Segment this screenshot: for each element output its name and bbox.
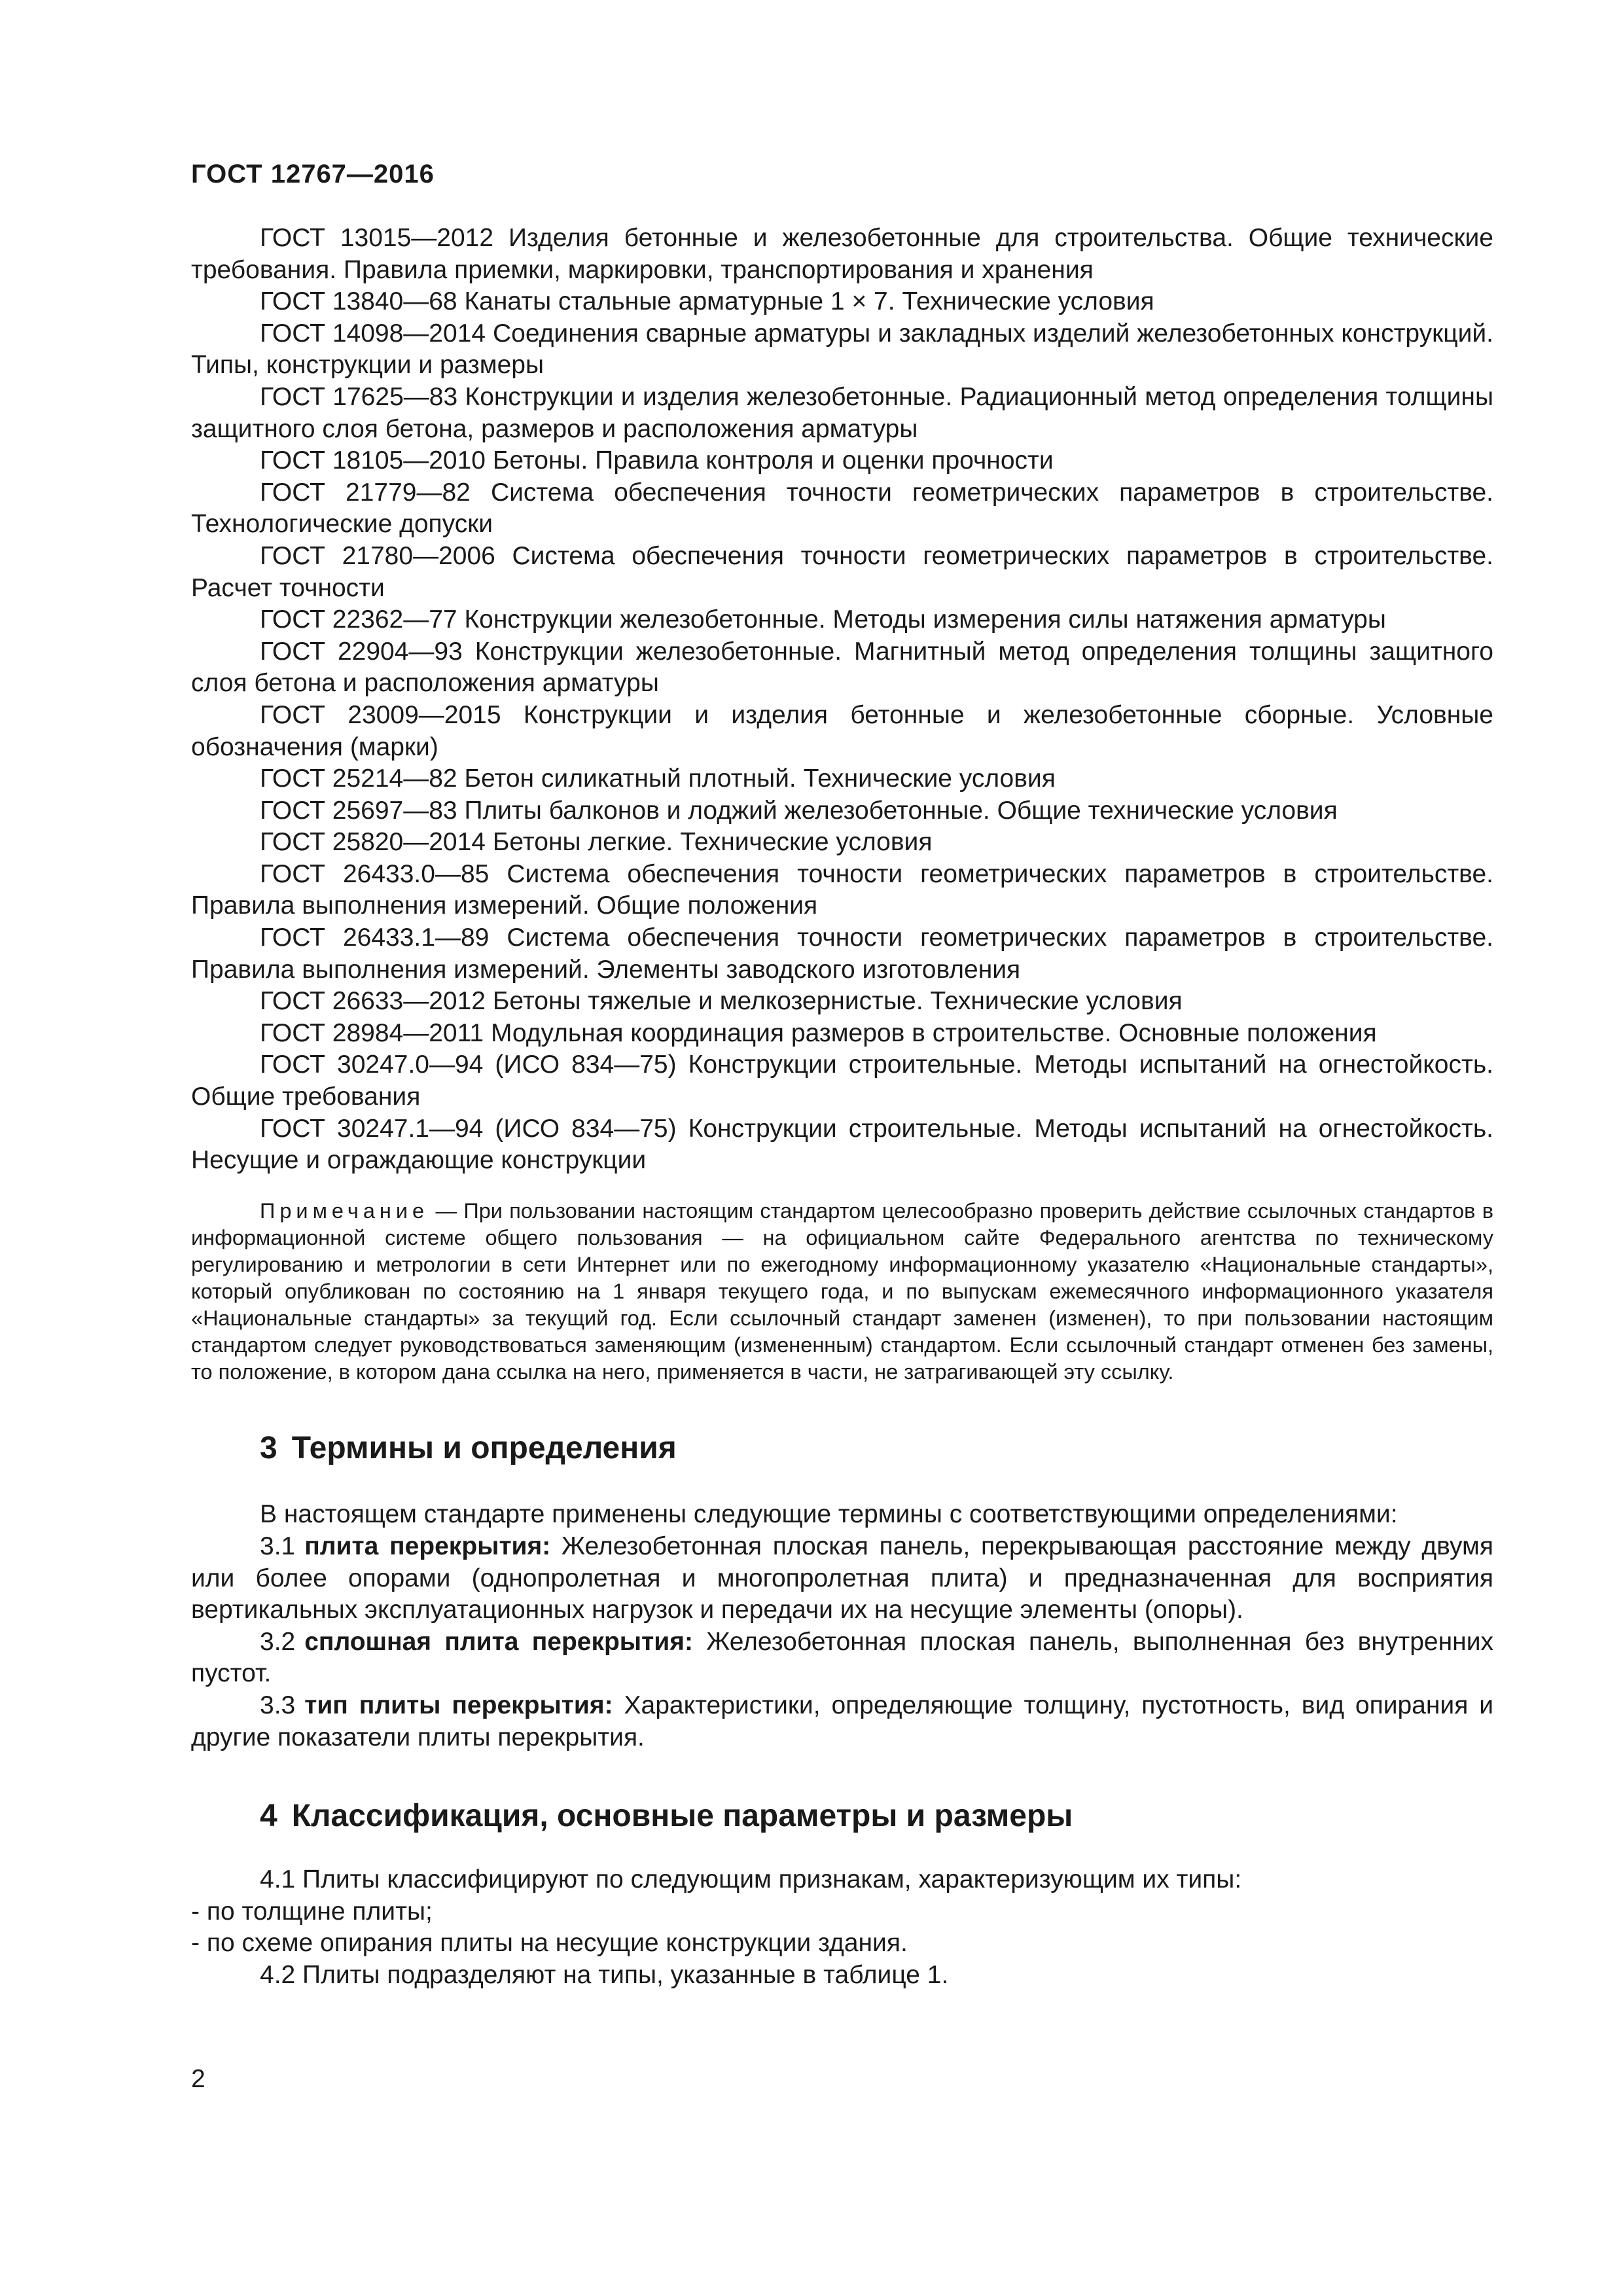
term-definition [191, 1531, 1493, 1626]
term-name: тип плиты перекрытия: [304, 1691, 613, 1720]
section-4-number: 4 [260, 1799, 277, 1834]
reference-item: ГОСТ 22904—93 Конструкции железобетонные. Магнитный метод определения толщины защитного слоя бетона и расположения арматуры [191, 637, 1493, 698]
term-definition [191, 1690, 1493, 1753]
reference-item: ГОСТ 21780—2006 Система обеспечения точности геометрических параметров в строительстве. Расчет точности [191, 541, 1493, 602]
section-3-body [191, 1499, 1493, 1753]
reference-item: ГОСТ 13015—2012 Изделия бетонные и железобетонные для строительства. Общие технические требования. Правила приемки, маркировки, транспортирования и хранения [191, 224, 1493, 284]
term-number: 3.3 [260, 1691, 296, 1720]
reference-item: ГОСТ 26633—2012 Бетоны тяжелые и мелкозернистые. Технические условия [260, 987, 1183, 1016]
term-definition [191, 1626, 1493, 1690]
reference-item: ГОСТ 25214—82 Бетон силикатный плотный. Технические условия [260, 764, 1056, 793]
reference-item: ГОСТ 18105—2010 Бетоны. Правила контроля и оценки прочности [260, 446, 1054, 475]
page-number: 2 [191, 2065, 205, 2093]
reference-item: ГОСТ 26433.0—85 Система обеспечения точности геометрических параметров в строительстве. Правила выполнения измерений. Общие положения [191, 859, 1493, 920]
normative-references-list [191, 223, 1493, 1177]
clause-4-2: 4.2 Плиты подразделяют на типы, указанные в таблице 1. [260, 1961, 949, 1989]
reference-item: ГОСТ 23009—2015 Конструкции и изделия бетонные и железобетонные сборные. Условные обозначения (марки) [191, 700, 1493, 761]
reference-item: ГОСТ 26433.1—89 Система обеспечения точности геометрических параметров в строительстве. Правила выполнения измерений. Элементы заводского изготовления [191, 924, 1493, 984]
note-label: Примечание [260, 1198, 429, 1223]
reference-item: ГОСТ 14098—2014 Соединения сварные арматуры и закладных изделий железобетонных конструкций. Типы, конструкции и размеры [191, 319, 1493, 380]
section-3-title: Термины и определения [291, 1431, 677, 1466]
section-3-heading [191, 1430, 1493, 1467]
reference-item: ГОСТ 21779—82 Система обеспечения точности геометрических параметров в строительстве. Технологические допуски [191, 478, 1493, 539]
term-text: Железобетонная плоская панель, выполненная без внутренних пустот. [191, 1627, 1493, 1688]
section-3-number: 3 [260, 1431, 277, 1466]
term-name: плита перекрытия: [304, 1532, 551, 1561]
list-item: - по толщине плиты; [191, 1897, 433, 1926]
term-text: Характеристики, определяющие толщину, пустотность, вид опирания и другие показатели плиты перекрытия. [191, 1691, 1494, 1751]
section-4-body [191, 1864, 1493, 1991]
section-4-title: Классификация, основные параметры и размеры [291, 1799, 1073, 1834]
reference-item: ГОСТ 25697—83 Плиты балконов и лоджий железобетонные. Общие технические условия [260, 796, 1338, 825]
page-content [191, 223, 1493, 1992]
reference-item: ГОСТ 17625—83 Конструкции и изделия железобетонные. Радиационный метод определения толщины защитного слоя бетона, размеров и расположения арматуры [191, 382, 1493, 443]
term-number: 3.2 [260, 1627, 296, 1656]
list-item: - по схеме опирания плиты на несущие конструкции здания. [191, 1929, 908, 1958]
reference-item: ГОСТ 30247.0—94 (ИСО 834—75) Конструкции строительные. Методы испытаний на огнестойкость. Общие требования [191, 1050, 1493, 1111]
clause-4-1: 4.1 Плиты классифицируют по следующим признакам, характеризующим их типы: [260, 1865, 1242, 1894]
reference-item: ГОСТ 30247.1—94 (ИСО 834—75) Конструкции строительные. Методы испытаний на огнестойкость. Несущие и ограждающие конструкции [191, 1114, 1493, 1175]
section-3-intro: В настоящем стандарте применены следующие термины с соответствующими определениями: [260, 1500, 1398, 1529]
note-text: — При пользовании настоящим стандартом целесообразно проверить действие ссылочных стандартов в информационной системе общего пользования — на официальном сайте Федерального агентства по техническому регулированию и метрологии в сети Интернет или по ежегодному информационному указателю «Национальные стандарты», который опубликован по состоянию на 1 января текущего года, и по выпускам ежемесячного информационного указателя «Национальные стандарты» за текущий год. Если ссылочный стандарт заменен (изменен), то при пользовании настоящим стандартом следует руководствоваться заменяющим (измененным) стандартом. Если ссылочный стандарт отменен без замены, то положение, в котором дана ссылка на него, применяется в части, не затрагивающей эту ссылку. [191, 1198, 1493, 1384]
reference-item: ГОСТ 22362—77 Конструкции железобетонные. Методы измерения силы натяжения арматуры [260, 605, 1386, 634]
note-paragraph [191, 1198, 1493, 1386]
term-number: 3.1 [260, 1532, 296, 1561]
reference-item: ГОСТ 28984—2011 Модульная координация размеров в строительстве. Основные положения [260, 1018, 1377, 1047]
section-4-heading [191, 1798, 1493, 1835]
term-name: сплошная плита перекрытия: [304, 1627, 693, 1656]
term-text: Железобетонная плоская панель, перекрывающая расстояние между двумя или более опорами (однопролетная и многопролетная плита) и предназначенная для восприятия вертикальных эксплуатационных нагрузок и передачи их на несущие элементы (опоры). [191, 1532, 1493, 1624]
reference-item: ГОСТ 25820—2014 Бетоны легкие. Технические условия [260, 828, 933, 857]
reference-item: ГОСТ 13840—68 Канаты стальные арматурные 1 × 7. Технические условия [260, 287, 1154, 316]
document-header: ГОСТ 12767—2016 [191, 160, 435, 188]
